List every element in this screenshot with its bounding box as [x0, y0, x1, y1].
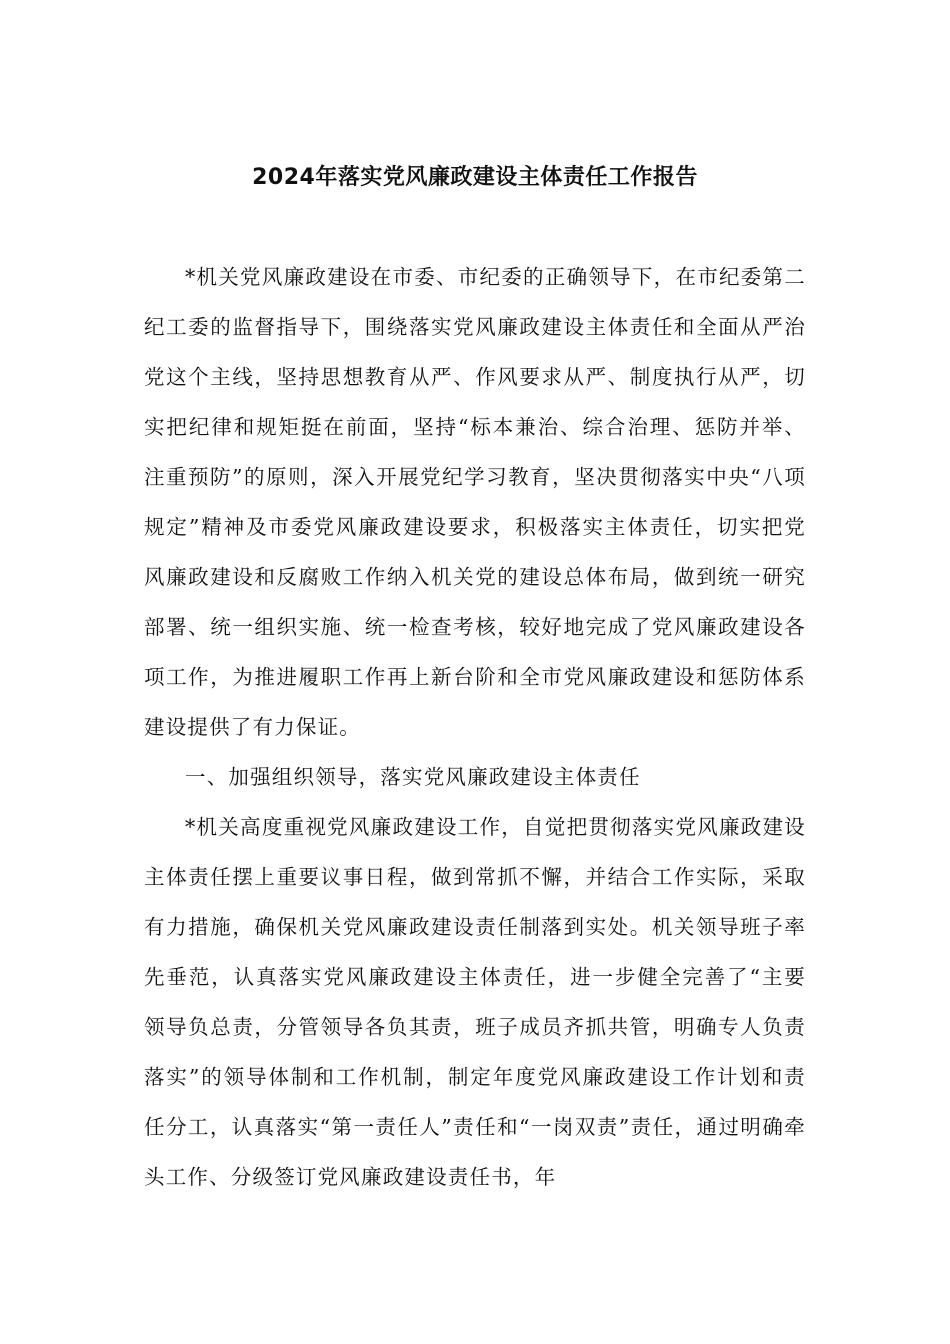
paragraph-section-1: *机关高度重视党风廉政建设工作，自觉把贯彻落实党风廉政建设主体责任摆上重要议事日程，做到常抓不懈，并结合工作实际，采取有力措施，确保机关党风廉政建设责任制落到实处。机关领导班子率先垂范，认真落实党风廉政建设主体责任，进一步健全完善了“主要领导负总责，分管领导各负其责，班子成员齐抓共管，明确专人负责落实”的领导体制和工作机制，制定年度党风廉政建设工作计划和责任分工，认真落实“第一责任人”责任和“一岗双责”责任，通过明确牵头工作、分级签订党风廉政建设责任书，年: [144, 815, 806, 1189]
paragraph-intro: *机关党风廉政建设在市委、市纪委的正确领导下，在市纪委第二纪工委的监督指导下，围绕落实党风廉政建设主体责任和全面从严治党这个主线，坚持思想教育从严、作风要求从严、制度执行从严，切实把纪律和规矩挺在前面，坚持“标本兼治、综合治理、惩防并举、注重预防”的原则，深入开展党纪学习教育，坚决贯彻落实中央“八项规定”精神及市委党风廉政建设要求，积极落实主体责任，切实把党风廉政建设和反腐败工作纳入机关党的建设总体布局，做到统一研究部署、统一组织实施、统一检查考核，较好地完成了党风廉政建设各项工作，为推进履职工作再上新台阶和全市党风廉政建设和惩防体系建设提供了有力保证。: [144, 265, 806, 739]
document-body: [144, 252, 806, 1202]
document-title: 2024年落实党风廉政建设主体责任工作报告: [252, 165, 698, 190]
section-heading-1: 一、加强组织领导，落实党风廉政建设主体责任: [185, 765, 641, 789]
